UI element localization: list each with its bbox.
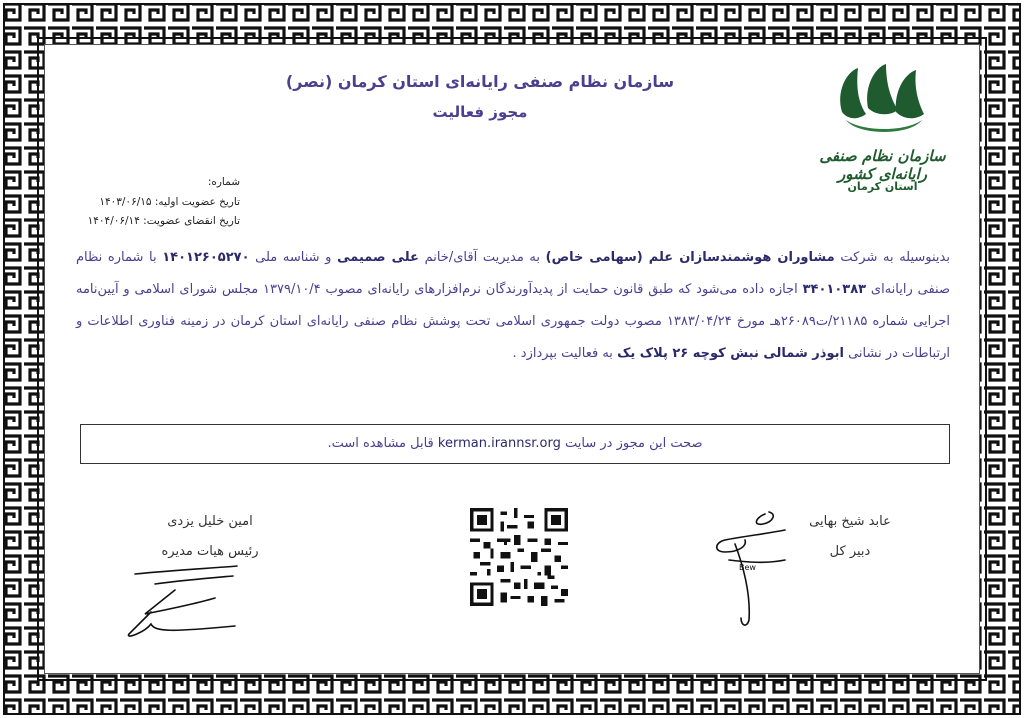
certificate-number: شماره:: [207, 176, 240, 188]
body-manager-intro: به مدیریت آقای/خانم: [424, 250, 541, 265]
body-intro: بدینوسیله به شرکت: [840, 250, 950, 265]
membership-end-date: تاریخ انقضای عضویت: ۱۴۰۴/۰۶/۱۴: [87, 215, 240, 227]
system-number: ۳۴۰۱۰۳۸۳: [802, 282, 867, 297]
membership-start-date: تاریخ عضویت اولیه: ۱۴۰۳/۰۶/۱۵: [99, 196, 240, 208]
logo-wordmark: سازمان نظام صنفی رایانه‌ای کشور: [819, 147, 946, 183]
body-legal-text: اجازه داده می‌شود که طبق قانون حمایت از پدیدآورندگان نرم‌افزارهای رایانه‌ای مصوب ۱۳۷۹/۱۰/۴ مجلس شورای اسلامی و آیین‌نامه اجرایی شماره ۲۱۱۸۵/ت۲۶۰۸۹هـ مورخ ۱۳۸۳/۰۴/۲۴ مصوب دولت جمهوری اسلامی تحت پوشش نظام صنفی رایانه‌ای استان کرمان در زمینه فناوری اطلاعات و ارتباطات در نشانی: [76, 282, 951, 361]
body-closing: به فعالیت بپردازد .: [512, 346, 613, 361]
license-body: [76, 242, 950, 370]
body-national-id-intro: و شناسه ملی: [255, 250, 332, 265]
verification-site-link[interactable]: kerman.irannsr.org: [437, 436, 561, 451]
chairman-signature: [115, 562, 255, 642]
verification-prefix: صحت این مجوز در سایت: [565, 436, 703, 451]
secretary-signature: [705, 500, 815, 635]
company-name: مشاوران هوشمندسازان علم (سهامی خاص): [545, 250, 835, 265]
logo-subtitle: استان کرمان: [847, 180, 918, 193]
national-id: ۱۴۰۱۲۶۰۵۲۷۰: [162, 250, 250, 265]
chairman-name: امین خلیل یزدی: [167, 514, 253, 529]
verification-text: [81, 436, 949, 451]
business-address: ابوذر شمالی نبش کوچه ۲۶ پلاک یک: [617, 346, 844, 361]
secretary-name: عابد شیخ بهایی: [809, 514, 891, 529]
qr-code-icon: [470, 508, 568, 606]
verification-suffix: قابل مشاهده است.: [327, 436, 434, 451]
secretary-role: دبیر کل: [829, 544, 871, 559]
manager-name: علی صمیمی: [337, 250, 419, 265]
body-system-no-intro: با شماره نظام صنفی رایانه‌ای: [76, 250, 950, 297]
chairman-role: رئیس هیات مدیره: [161, 544, 259, 559]
organization-title: سازمان نظام صنفی رایانه‌ای استان کرمان (نصر): [285, 72, 675, 91]
verification-box: [80, 424, 950, 464]
svg-text:Bew: Bew: [739, 563, 756, 572]
document-title: مجوز فعالیت: [432, 103, 528, 121]
